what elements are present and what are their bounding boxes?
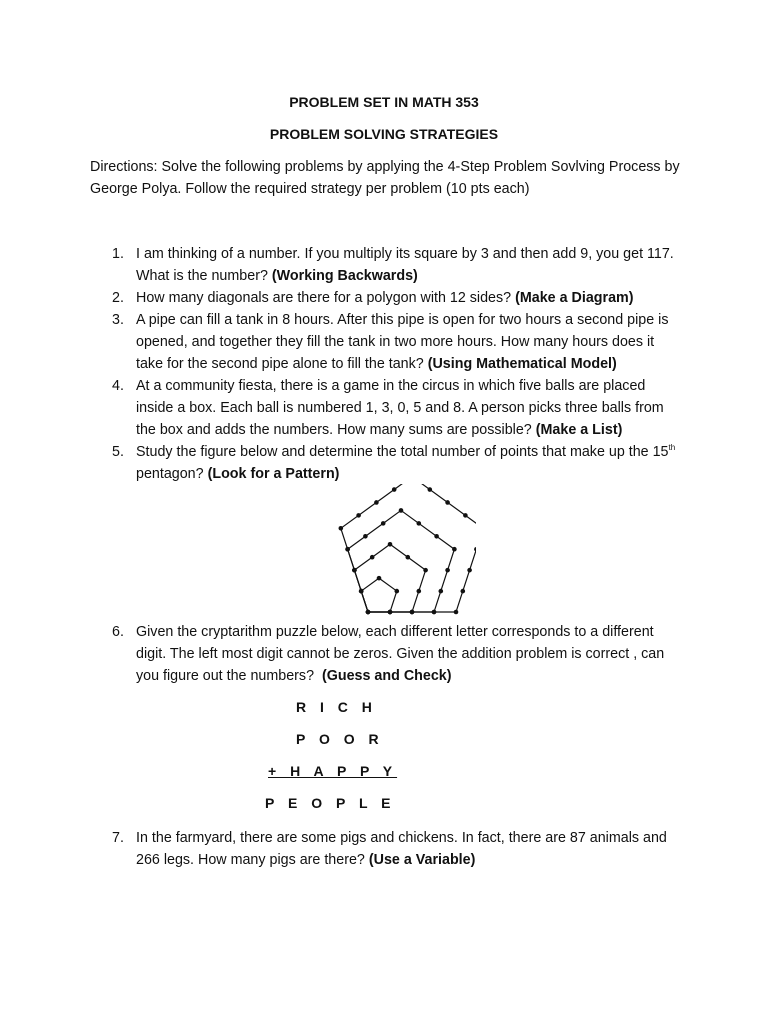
strategy-label: (Use a Variable) — [368, 852, 476, 868]
problem-text: I am thinking of a number. If you multiply its square by 3 and then add 9, you get 117. What is the number? — [136, 246, 674, 284]
pattern-dot — [363, 534, 368, 539]
pattern-dot — [377, 576, 382, 581]
strategy-label: (Make a Diagram) — [515, 290, 634, 306]
problem-number: 2. — [112, 290, 124, 306]
pattern-dot — [463, 513, 468, 518]
pattern-dot — [474, 547, 476, 552]
pattern-dot — [454, 610, 459, 615]
nested-pentagon-figure — [336, 484, 476, 618]
pattern-dot — [452, 547, 457, 552]
problem-number: 3. — [112, 312, 124, 328]
problem-number: 6. — [112, 624, 124, 640]
pattern-dot — [366, 610, 371, 615]
pattern-dot — [388, 610, 393, 615]
strategy-label: (Guess and Check) — [321, 668, 452, 684]
pattern-dot — [356, 513, 361, 518]
pattern-dot — [381, 521, 386, 526]
problem-text: A pipe can fill a tank in 8 hours. After this pipe is open for two hours a second pipe is opened, and together they fill the tank in two more hours. How many hours does it take for the second pipe alone to fill the tank? — [136, 312, 669, 372]
pattern-dot — [374, 500, 379, 505]
pattern-dot — [394, 589, 399, 594]
pattern-dot — [423, 568, 428, 573]
cryptarithm-line-2: P O O R — [296, 731, 384, 747]
pattern-dot — [467, 568, 472, 573]
pattern-dot — [445, 500, 450, 505]
cryptarithm-line-3: + H A P P Y — [268, 763, 398, 779]
cryptarithm-sum: P E O P L E — [265, 795, 396, 811]
pattern-dot — [438, 589, 443, 594]
pattern-dot — [359, 589, 364, 594]
problem-number: 1. — [112, 246, 124, 262]
strategy-label: (Working Backwards) — [271, 268, 418, 284]
pattern-dot — [339, 526, 344, 531]
pattern-dot — [427, 487, 432, 492]
problem-text: In the farmyard, there are some pigs and chickens. In fact, there are 87 animals and 266 legs. How many pigs are there? — [136, 830, 667, 868]
ordinal-suffix: th — [668, 443, 676, 453]
strategy-label: (Look for a Pattern) — [207, 466, 340, 482]
strategy-label: (Make a List) — [535, 422, 623, 438]
pattern-dot — [434, 534, 439, 539]
problem-number: 5. — [112, 444, 124, 460]
pattern-dot — [405, 555, 410, 560]
problem-text-end: pentagon? — [136, 466, 204, 482]
pattern-dot — [410, 610, 415, 615]
document-title: PROBLEM SET IN MATH 353 — [289, 94, 479, 110]
problem-text: Given the cryptarithm puzzle below, each different letter corresponds to a different digit. The left most digit cannot be zeros. Given the addition problem is correct , can you figure out the numbers? — [136, 624, 665, 684]
pattern-dot — [392, 487, 397, 492]
pattern-dot — [352, 568, 357, 573]
problem-text: At a community fiesta, there is a game in the circus in which five balls are placed inside a box. Each ball is numbered 1, 3, 0, 5 and 8. A person picks three balls from the box and adds the numbers. How many sums are possible? — [136, 378, 664, 438]
problem-text: How many diagonals are there for a polygon with 12 sides? — [136, 290, 512, 306]
pattern-dot — [388, 542, 393, 547]
pattern-dot — [445, 568, 450, 573]
document-subtitle: PROBLEM SOLVING STRATEGIES — [269, 126, 499, 142]
pattern-dot — [416, 589, 421, 594]
problem-number: 7. — [112, 830, 124, 846]
pattern-dot — [399, 508, 404, 513]
problem-number: 4. — [112, 378, 124, 394]
problem-text: Study the figure below and determine the total number of points that make up the 15 — [136, 444, 669, 460]
cryptarithm-line-1: R I C H — [296, 699, 377, 715]
pattern-dot — [345, 547, 350, 552]
pattern-dot — [460, 589, 465, 594]
directions-text: Directions: Solve the following problems by applying the 4-Step Problem Sovlving Process by George Polya. Follow the required strategy per problem (10 pts each) — [90, 159, 680, 197]
pattern-dot — [416, 521, 421, 526]
pattern-dot — [432, 610, 437, 615]
pattern-dot — [370, 555, 375, 560]
strategy-label: (Using Mathematical Model) — [427, 356, 617, 372]
